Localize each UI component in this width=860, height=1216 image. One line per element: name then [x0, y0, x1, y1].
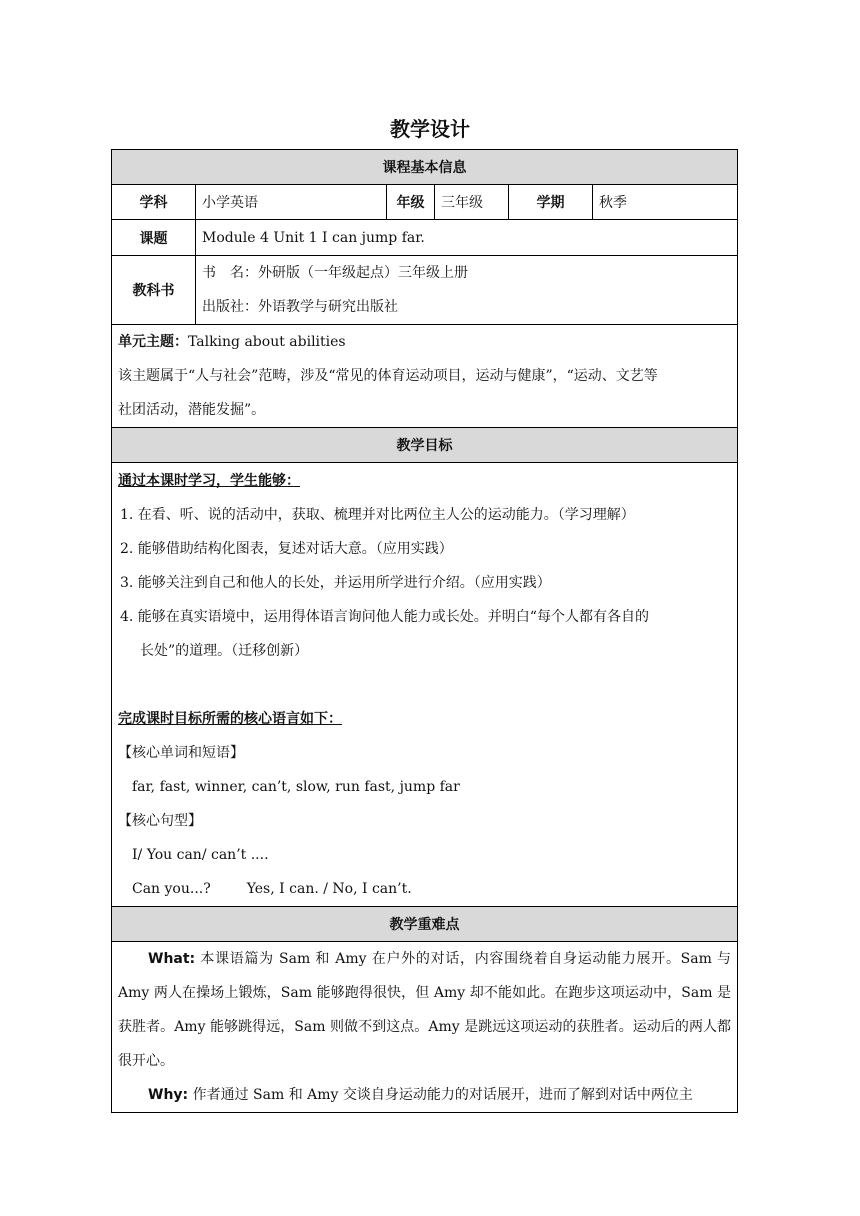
objective-item: 1. 在看、听、说的活动中，获取、梳理并对比两位主人公的运动能力。（学习理解）	[120, 507, 635, 523]
what-label: What:	[148, 951, 196, 967]
core-sentences-label: 【核心句型】	[118, 813, 202, 829]
objectives-header: 教学目标	[112, 428, 738, 463]
objective-item: 4. 能够在真实语境中，运用得体语言询问他人能力或长处。并明白“每个人都有各自的	[120, 609, 649, 625]
core-sentence-2-question: Can you...?	[132, 881, 211, 897]
term-value: 秋季	[593, 185, 738, 220]
unit-theme-line	[118, 325, 731, 359]
core-sentence-2-answer: Yes, I can. / No, I can’t.	[246, 881, 412, 897]
objective-item-continued: 长处”的道理。（迁移创新）	[140, 643, 309, 659]
core-sentence-1: I/ You can/ can’t ....	[132, 847, 269, 863]
why-label: Why:	[148, 1087, 189, 1103]
grade-value: 三年级	[435, 185, 509, 220]
document-title: 教学设计	[390, 117, 470, 141]
objective-item: 3. 能够关注到自己和他人的长处，并运用所学进行介绍。（应用实践）	[120, 575, 551, 591]
spacer	[118, 668, 731, 702]
unit-theme-cell	[112, 325, 738, 428]
objectives-cell	[112, 463, 738, 907]
textbook-info	[196, 256, 738, 325]
what-paragraph	[118, 942, 731, 1078]
key-points-cell	[112, 942, 738, 1113]
what-text: 本课语篇为 Sam 和 Amy 在户外的对话，内容围绕着自身运动能力展开。Sam 与 Amy 两人在操场上锻炼，Sam 能够跑得很快，但 Amy 却不能如此。在跑步这项运动中，Sam 是获胜者。Amy 能够跳得远，Sam 则做不到这点。Amy 是跳远这项运动的获胜者。运动后的两人都很开心。	[118, 951, 732, 1069]
objective-item: 2. 能够借助结构化图表，复述对话大意。（应用实践）	[120, 541, 453, 557]
term-label: 学期	[509, 185, 593, 220]
core-words-label: 【核心单词和短语】	[118, 745, 244, 761]
topic-label: 课题	[112, 220, 196, 256]
core-sentence-2	[118, 872, 731, 906]
lesson-design-table	[111, 149, 738, 1113]
topic-value: Module 4 Unit 1 I can jump far.	[196, 220, 738, 256]
textbook-name: 书 名：外研版（一年级起点）三年级上册	[202, 265, 468, 281]
unit-theme-label: 单元主题：	[118, 334, 188, 350]
why-paragraph	[118, 1078, 731, 1112]
basic-info-header: 课程基本信息	[112, 150, 738, 185]
unit-theme-desc-2: 社团活动，潜能发掘”。	[118, 402, 266, 418]
why-text: 作者通过 Sam 和 Amy 交谈自身运动能力的对话展开，进而了解到对话中两位主	[192, 1087, 693, 1103]
subject-value: 小学英语	[196, 185, 387, 220]
key-points-header: 教学重难点	[112, 907, 738, 942]
grade-label: 年级	[387, 185, 435, 220]
subject-label: 学科	[112, 185, 196, 220]
unit-theme-desc-1: 该主题属于“人与社会”范畴，涉及“常见的体育运动项目，运动与健康”，“运动、文艺等	[118, 368, 658, 384]
core-words: far, fast, winner, can’t, slow, run fast, jump far	[132, 779, 460, 795]
textbook-label: 教科书	[112, 256, 196, 325]
unit-theme-value: Talking about abilities	[188, 334, 346, 350]
textbook-publisher: 出版社：外语教学与研究出版社	[202, 299, 398, 315]
core-language-intro: 完成课时目标所需的核心语言如下：	[118, 711, 342, 727]
objectives-intro: 通过本课时学习，学生能够：	[118, 473, 300, 489]
